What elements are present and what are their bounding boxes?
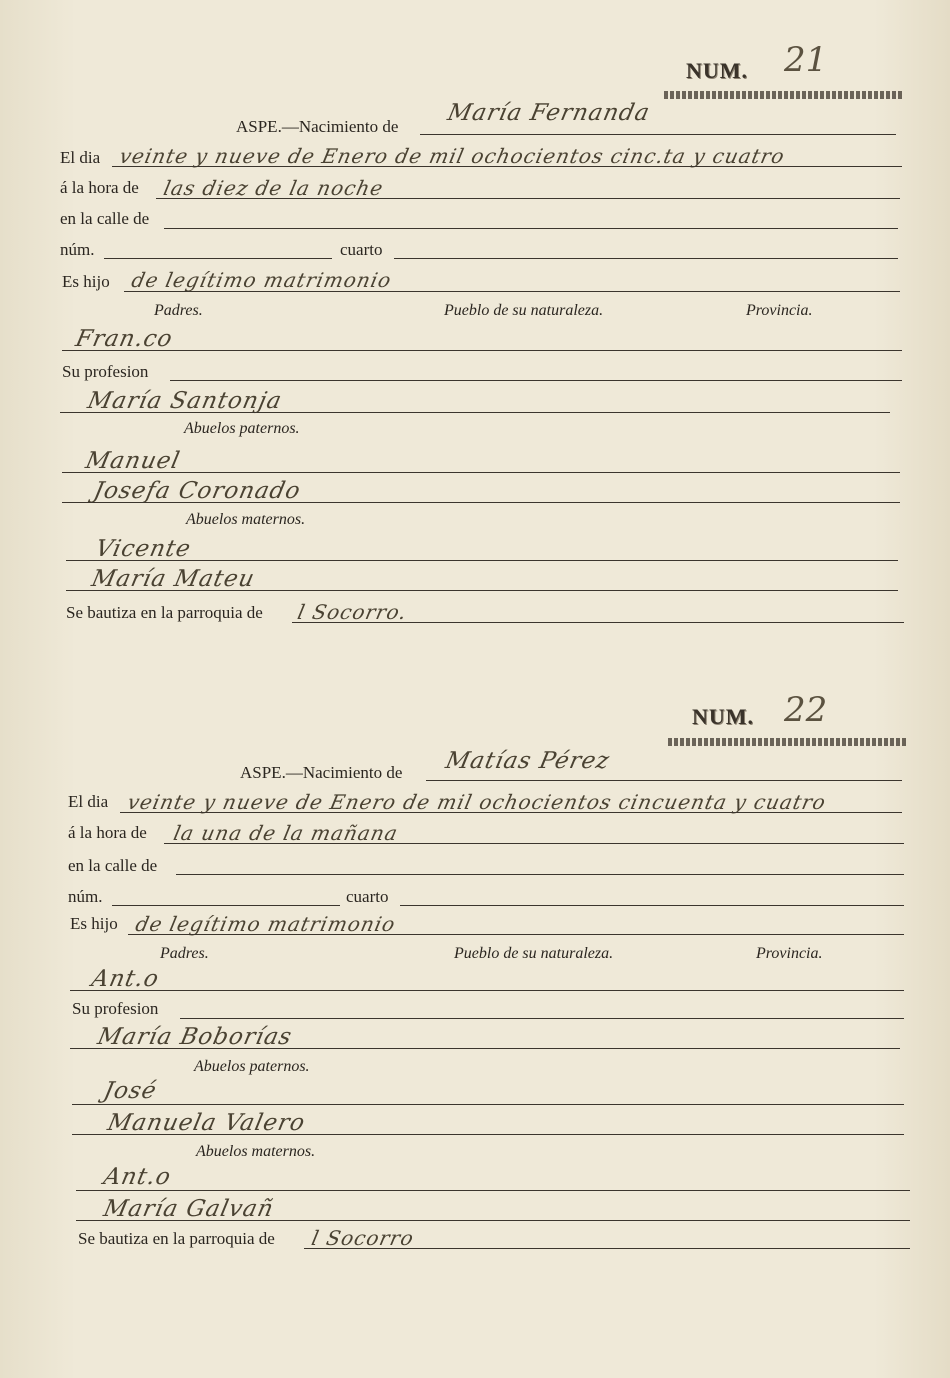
- name-line: [426, 780, 902, 781]
- dia-label: El dia: [60, 148, 101, 167]
- hora-line: [164, 843, 904, 844]
- parroquia-line: [304, 1248, 910, 1249]
- hijo-value: de legítimo matrimonio: [133, 912, 398, 936]
- abuela-materna-name: María Mateu: [89, 566, 258, 592]
- provincia-label: Provincia.: [756, 945, 823, 962]
- abuela-paterna-name: Josefa Coronado: [91, 478, 304, 504]
- pueblo-label: Pueblo de su naturaleza.: [444, 302, 604, 319]
- parroquia-name: l Socorro: [309, 1226, 417, 1250]
- hijo-line: [128, 934, 904, 935]
- padre-line: [70, 990, 904, 991]
- hora-value: la una de la mañana: [171, 821, 401, 845]
- abuelos-maternos-label: Abuelos maternos.: [186, 511, 306, 528]
- number-ornament: [668, 738, 906, 746]
- abuelos-paternos-label: Abuelos paternos.: [194, 1058, 310, 1075]
- num-field-label: núm.: [68, 887, 103, 906]
- abuelo-materno-name: Vicente: [93, 536, 194, 562]
- profesion-label: Su profesion: [72, 999, 159, 1018]
- padre-name: Ant.o: [89, 966, 162, 992]
- abuela-paterna-name: Manuela Valero: [105, 1110, 308, 1136]
- dia-label: El dia: [68, 792, 109, 811]
- cuarto-line: [400, 905, 904, 906]
- madre-line: [70, 1048, 900, 1049]
- num-field-line: [112, 905, 340, 906]
- hijo-value: de legítimo matrimonio: [129, 268, 394, 292]
- padres-label: Padres.: [160, 945, 209, 962]
- cuarto-label: cuarto: [346, 887, 389, 906]
- hora-label: á la hora de: [60, 178, 139, 197]
- abuelos-maternos-label: Abuelos maternos.: [196, 1143, 316, 1160]
- record-number-value: 22: [784, 690, 828, 730]
- hijo-label: Es hijo: [70, 914, 118, 933]
- hora-label: á la hora de: [68, 823, 147, 842]
- dia-value: veinte y nueve de Enero de mil ochocientos cinc.ta y cuatro: [117, 144, 788, 168]
- abuelos-paternos-label: Abuelos paternos.: [184, 420, 300, 437]
- num-field-label: núm.: [60, 240, 95, 259]
- abuelo-materno-line: [76, 1190, 910, 1191]
- calle-label: en la calle de: [68, 856, 158, 875]
- title-label: ASPE.—Nacimiento de: [240, 763, 403, 782]
- dia-value: veinte y nueve de Enero de mil ochocientos cincuenta y cuatro: [125, 790, 829, 814]
- dia-line: [120, 812, 902, 813]
- abuelo-paterno-name: José: [101, 1078, 160, 1104]
- record-number-label: NUM.: [686, 58, 749, 83]
- cuarto-label: cuarto: [340, 240, 383, 259]
- record-number-label: NUM.: [692, 704, 755, 729]
- provincia-label: Provincia.: [746, 302, 813, 319]
- hijo-label: Es hijo: [62, 272, 110, 291]
- madre-name: María Boborías: [95, 1024, 295, 1050]
- abuela-materna-name: María Galvañ: [101, 1196, 277, 1222]
- bautiza-label: Se bautiza en la parroquia de: [78, 1229, 275, 1248]
- record-number-value: 21: [784, 40, 828, 80]
- padre-name: Fran.co: [73, 326, 176, 352]
- abuela-paterna-line: [72, 1134, 904, 1135]
- profesion-label: Su profesion: [62, 362, 149, 381]
- pueblo-label: Pueblo de su naturaleza.: [454, 945, 614, 962]
- child-name: Matías Pérez: [443, 748, 613, 774]
- abuelo-paterno-line: [72, 1104, 904, 1105]
- abuela-materna-line: [76, 1220, 910, 1221]
- abuelo-paterno-name: Manuel: [83, 448, 183, 474]
- title-label: ASPE.—Nacimiento de: [236, 117, 399, 136]
- calle-line: [176, 874, 904, 875]
- child-name: María Fernanda: [445, 100, 653, 126]
- bautiza-label: Se bautiza en la parroquia de: [66, 603, 263, 622]
- profesion-line: [180, 1018, 904, 1019]
- calle-label: en la calle de: [60, 209, 150, 228]
- parroquia-name: l Socorro.: [295, 600, 410, 624]
- padres-label: Padres.: [154, 302, 203, 319]
- hora-value: las diez de la noche: [161, 176, 386, 200]
- abuelo-materno-name: Ant.o: [101, 1164, 174, 1190]
- madre-name: María Santonja: [85, 388, 285, 414]
